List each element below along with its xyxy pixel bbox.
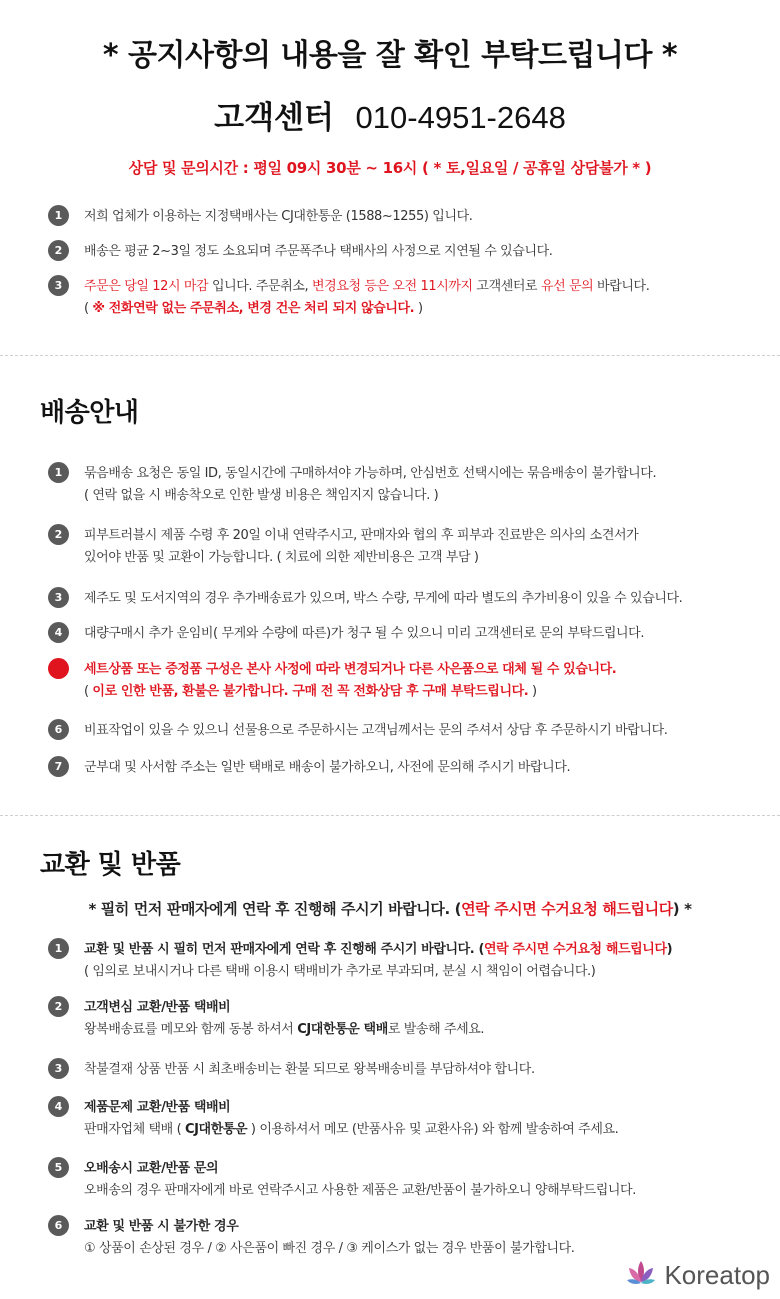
item-line: ① 상품이 손상된 경우 / ② 사은품이 빠진 경우 / ③ 케이스가 없는 경우 반품이 불가합니다. bbox=[84, 1241, 575, 1256]
number-badge: 2 bbox=[48, 524, 69, 545]
item-text bbox=[84, 1216, 575, 1260]
courier-name: CJ대한통운 bbox=[184, 1122, 248, 1137]
consult-hours: 상담 및 문의시간 : 평일 09시 30분 ~ 16시 ( * 토,일요일 / 공휴일 상담불가 * ) bbox=[128, 159, 652, 177]
intro-text: * 필히 먼저 판매자에게 연락 후 진행해 주시기 바랍니다. ( bbox=[88, 900, 462, 918]
item-text: 배송은 평균 2~3일 정도 소요되며 주문폭주나 택배사의 사정으로 지연될 수 있습니다. bbox=[84, 244, 553, 259]
cs-label: 고객센터 bbox=[214, 100, 334, 136]
section-divider bbox=[0, 355, 780, 356]
number-badge: 3 bbox=[48, 275, 69, 296]
item-text: 제주도 및 도서지역의 경우 추가배송료가 있으며, 박스 수량, 무게에 따라 별도의 추가비용이 있을 수 있습니다. bbox=[84, 591, 683, 606]
lotus-icon bbox=[624, 1258, 658, 1292]
courier-name: CJ대한통운 택배 bbox=[297, 1022, 388, 1037]
item-text bbox=[84, 939, 672, 983]
item-line: 세트상품 또는 증정품 구성은 본사 사정에 따라 변경되거나 다른 사은품으로 대체 될 수 있습니다. bbox=[84, 662, 617, 677]
logo-text: Koreatop bbox=[664, 1259, 770, 1290]
cs-phone[interactable]: 010-4951-2648 bbox=[355, 100, 566, 135]
number-badge: 4 bbox=[48, 622, 69, 643]
number-badge: 6 bbox=[48, 719, 69, 740]
item-text-part: 입니다. 주문취소, bbox=[208, 279, 312, 294]
pickup-request-text: 연락 주시면 수거요청 해드립니다 bbox=[484, 942, 667, 957]
number-badge: 2 bbox=[48, 996, 69, 1017]
change-request-text: 변경요청 등은 오전 11시까지 bbox=[312, 279, 473, 294]
number-badge: 3 bbox=[48, 1058, 69, 1079]
warning-text: ※ 전화연락 없는 주문취소, 변경 건은 처리 되지 않습니다. bbox=[92, 301, 415, 316]
number-badge: 2 bbox=[48, 240, 69, 261]
item-line: 피부트러블시 제품 수령 후 20일 이내 연락주시고, 판매자와 협의 후 피부과 진료받은 의사의 소견서가 bbox=[84, 528, 639, 543]
item-text: 비표작업이 있을 수 있으니 선물용으로 주문하시는 고객님께서는 문의 주셔서 상담 후 주문하시기 바랍니다. bbox=[84, 723, 668, 738]
number-badge: 4 bbox=[48, 1096, 69, 1117]
item-heading: 교환 및 반품 시 필히 먼저 판매자에게 연락 후 진행해 주시기 바랍니다. ( bbox=[84, 942, 485, 957]
item-heading: 제품문제 교환/반품 택배비 bbox=[84, 1100, 231, 1115]
item-heading: 고객변심 교환/반품 택배비 bbox=[84, 1000, 231, 1015]
exchange-title: 교환 및 반품 bbox=[40, 850, 181, 880]
number-badge: 6 bbox=[48, 1215, 69, 1236]
item-text bbox=[84, 463, 656, 507]
customer-center bbox=[0, 92, 780, 137]
item-text: 대량구매시 추가 운임비( 무게와 수량에 따른)가 청구 될 수 있으니 미리 고객센터로 문의 부탁드립니다. bbox=[84, 626, 645, 641]
item-text bbox=[84, 659, 616, 703]
exchange-intro bbox=[0, 898, 780, 919]
deadline-text: 주문은 당일 12시 마감 bbox=[84, 279, 209, 294]
item-line: 있어야 반품 및 교환이 가능합니다. ( 치료에 의한 제반비용은 고객 부담 ) bbox=[84, 550, 479, 565]
paren: ) bbox=[414, 301, 423, 316]
item-text: 군부대 및 사서함 주소는 일반 택배로 배송이 불가하오니, 사전에 문의해 주시기 바랍니다. bbox=[84, 760, 571, 775]
item-heading: ) bbox=[666, 942, 673, 957]
item-text bbox=[84, 997, 484, 1041]
number-badge: 1 bbox=[48, 205, 69, 226]
item-line: ( 연락 없을 시 배송착오로 인한 발생 비용은 책임지지 않습니다. ) bbox=[84, 488, 439, 503]
item-heading: 교환 및 반품 시 불가한 경우 bbox=[84, 1219, 239, 1234]
item-line: 왕복배송료를 메모와 함께 동봉 하셔서 bbox=[84, 1022, 298, 1037]
item-line: 로 발송해 주세요. bbox=[387, 1022, 485, 1037]
item-line: ) 이용하셔서 메모 (반품사유 및 교환사유) 와 함께 발송하여 주세요. bbox=[247, 1122, 619, 1137]
item-line: 묶음배송 요청은 동일 ID, 동일시간에 구매하셔야 가능하며, 안심번호 선택시에는 묶음배송이 불가합니다. bbox=[84, 466, 657, 481]
section-divider bbox=[0, 815, 780, 816]
number-badge: 1 bbox=[48, 938, 69, 959]
item-text-part: 바랍니다. bbox=[593, 279, 650, 294]
number-badge: 1 bbox=[48, 462, 69, 483]
item-text-part: 고객센터로 bbox=[472, 279, 541, 294]
intro-text: ) * bbox=[672, 900, 692, 918]
shipping-title: 배송안내 bbox=[40, 398, 139, 428]
pickup-request-text: 연락 주시면 수거요청 해드립니다 bbox=[461, 900, 673, 918]
item-text bbox=[84, 1097, 618, 1141]
number-badge: 5 bbox=[48, 1157, 69, 1178]
item-line: 판매자업체 택배 ( bbox=[84, 1122, 185, 1137]
item-text: 착불결재 상품 반품 시 최초배송비는 환불 되므로 왕복배송비를 부담하셔야 합니다. bbox=[84, 1062, 535, 1077]
paren: ( bbox=[84, 684, 93, 699]
item-text bbox=[84, 525, 638, 569]
warning-text: 이로 인한 반품, 환불은 불가합니다. 구매 전 꼭 전화상담 후 구매 부탁드립니다. bbox=[92, 684, 529, 699]
notice-title: * 공지사항의 내용을 잘 확인 부탁드립니다 * bbox=[102, 38, 678, 73]
item-text bbox=[84, 276, 649, 320]
item-text bbox=[84, 1158, 636, 1202]
number-badge: 5 bbox=[48, 658, 69, 679]
item-text: 저희 업체가 이용하는 지정택배사는 CJ대한통운 (1588~1255) 입니다. bbox=[84, 209, 473, 224]
phone-inquiry-text: 유선 문의 bbox=[540, 279, 594, 294]
number-badge: 3 bbox=[48, 587, 69, 608]
item-line: 오배송의 경우 판매자에게 바로 연락주시고 사용한 제품은 교환/반품이 불가하오니 양해부탁드립니다. bbox=[84, 1183, 636, 1198]
item-line: ( 임의로 보내시거나 다른 택배 이용시 택배비가 추가로 부과되며, 분실 시 책임이 어렵습니다.) bbox=[84, 964, 596, 979]
koreatop-logo bbox=[624, 1259, 770, 1291]
item-heading: 오배송시 교환/반품 문의 bbox=[84, 1161, 219, 1176]
paren: ( bbox=[84, 301, 93, 316]
number-badge: 7 bbox=[48, 756, 69, 777]
paren: ) bbox=[528, 684, 537, 699]
